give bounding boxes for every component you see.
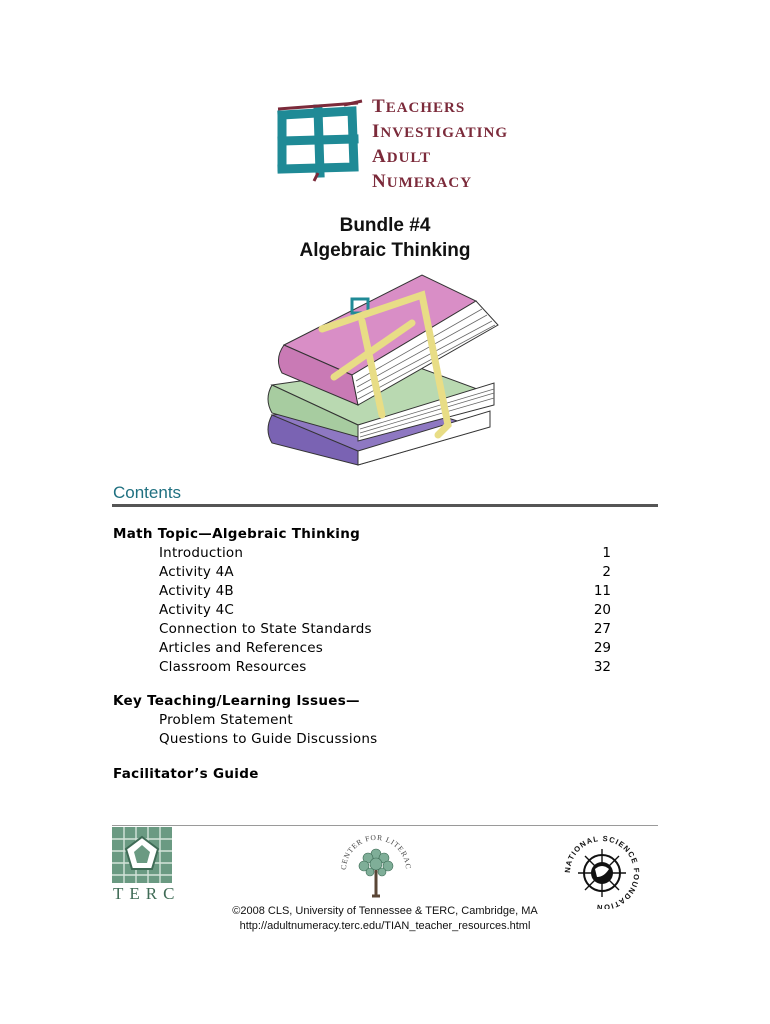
toc-item-activity-4c: Activity 4C xyxy=(159,602,234,618)
logo-line-teachers: TEACHERS xyxy=(372,96,466,117)
logo-line-adult: ADULT xyxy=(372,146,432,167)
footer-divider xyxy=(112,825,658,826)
toc-item-classroom-resources: Classroom Resources xyxy=(159,659,307,675)
toc-page-number: 20 xyxy=(593,602,611,618)
terc-logo-icon xyxy=(112,827,174,889)
bundle-number: Bundle #4 xyxy=(339,215,431,236)
toc-page-number: 29 xyxy=(593,640,611,656)
book-stack-illustration xyxy=(262,265,512,474)
bundle-topic: Algebraic Thinking xyxy=(299,240,471,261)
toc-item-articles-references: Articles and References xyxy=(159,640,323,656)
copyright-text: ©2008 CLS, University of Tennessee & TERC, Cambridge, MA xyxy=(232,905,538,917)
contents-heading: Contents xyxy=(113,483,182,502)
cls-arc-text: CENTER FOR LITERAC xyxy=(338,832,414,871)
toc-page-number: 32 xyxy=(593,659,611,675)
tian-logo-icon xyxy=(274,95,366,187)
toc-page-number: 2 xyxy=(602,564,611,580)
toc-item-activity-4b: Activity 4B xyxy=(159,583,234,599)
logo-line-investigating: INVESTIGATING xyxy=(372,121,508,142)
toc-page-number: 1 xyxy=(602,545,611,561)
section-title-key-issues: Key Teaching/Learning Issues— xyxy=(113,693,360,709)
center-for-literacy-studies-logo xyxy=(338,830,414,906)
toc-item-state-standards: Connection to State Standards xyxy=(159,621,372,637)
toc-page-number: 11 xyxy=(593,583,611,599)
toc-item-problem-statement: Problem Statement xyxy=(159,712,293,728)
tian-logo-wordmark xyxy=(372,95,508,195)
toc-item-introduction: Introduction xyxy=(159,545,244,561)
section-title-facilitators-guide: Facilitator’s Guide xyxy=(113,766,259,782)
terc-wordmark: TERC xyxy=(113,884,181,903)
section-title-math-topic: Math Topic—Algebraic Thinking xyxy=(113,526,361,542)
contents-divider xyxy=(112,504,658,507)
nsf-logo xyxy=(562,833,642,913)
logo-line-numeracy: NUMERACY xyxy=(372,171,473,192)
bundle-title xyxy=(0,213,770,263)
resource-url: http://adultnumeracy.terc.edu/TIAN_teacher_resources.html xyxy=(239,920,531,932)
toc-item-guide-discussions: Questions to Guide Discussions xyxy=(159,731,378,747)
nsf-arc-text: NATIONAL SCIENCE FOUNDATION xyxy=(562,833,642,909)
toc-item-activity-4a: Activity 4A xyxy=(159,564,234,580)
toc-page-number: 27 xyxy=(593,621,611,637)
